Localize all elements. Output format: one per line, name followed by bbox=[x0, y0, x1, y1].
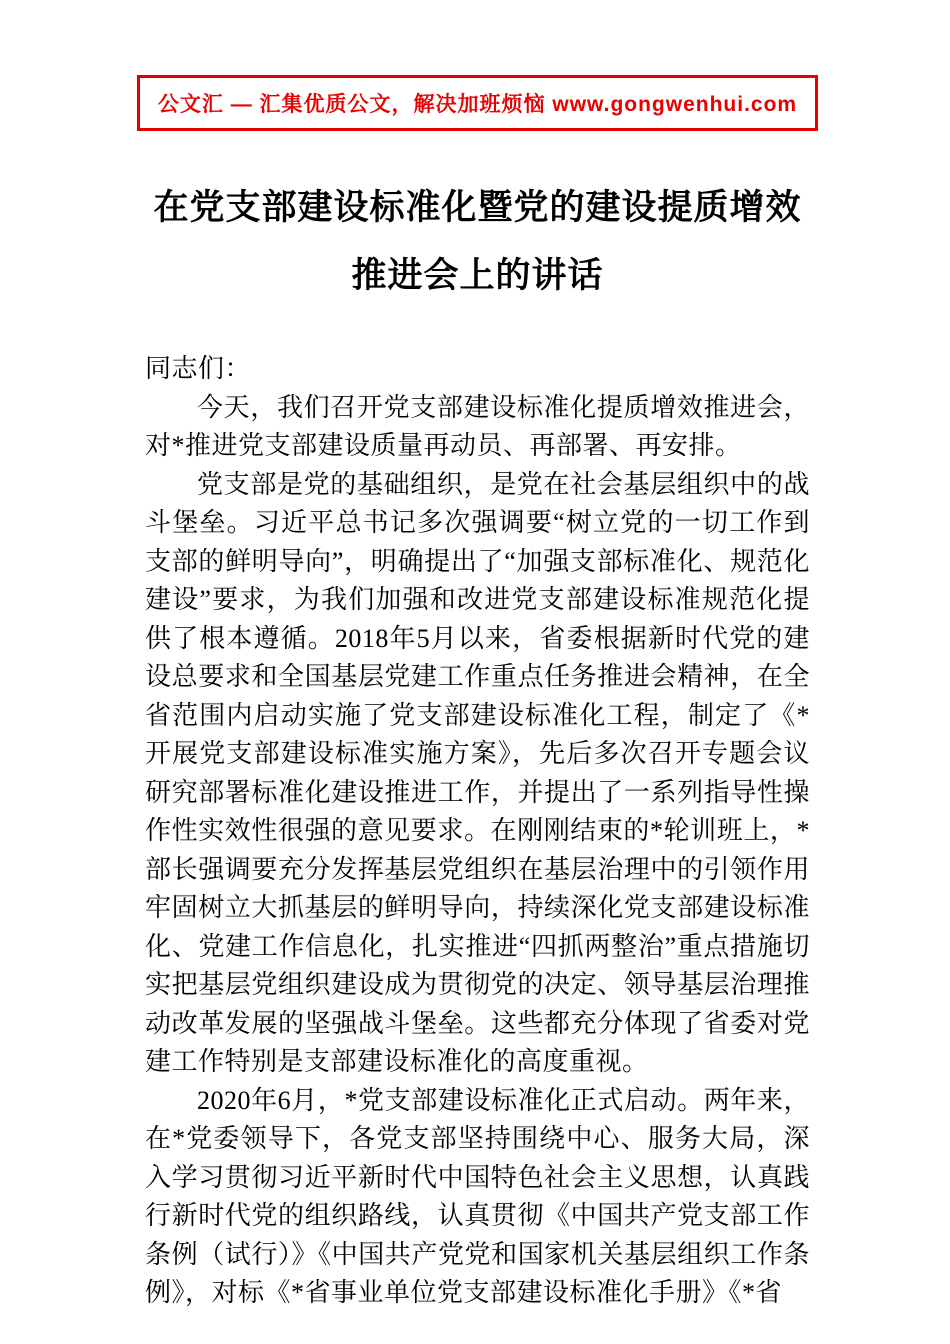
paragraph-3: 2020年6月，*党支部建设标准化正式启动。两年来，在*党委领导下，各党支部坚持围绕中心、服务大局，深入学习贯彻习近平新时代中国特色社会主义思想，认真践行新时代党的组织路线，认真贯彻《中国共产党支部工作条例（试行）》《中国共产党党和国家机关基层组织工作条例》，对标《*省事业单位党支部建设标准化手册》《*省 bbox=[145, 1085, 810, 1307]
title-line-2: 推进会上的讲话 bbox=[351, 256, 604, 295]
title-line-1: 在党支部建设标准化暨党的建设提质增效 bbox=[153, 188, 802, 227]
site-banner bbox=[137, 75, 818, 131]
document-title bbox=[145, 174, 810, 310]
document-body bbox=[145, 350, 810, 1313]
salutation: 同志们： bbox=[145, 354, 252, 383]
banner-text: 公文汇 — 汇集优质公文，解决加班烦恼 www.gongwenhui.com bbox=[157, 93, 798, 116]
paragraph-2: 党支部是党的基础组织，是党在社会基层组织中的战斗堡垒。习近平总书记多次强调要“树立党的一切工作到支部的鲜明导向”，明确提出了“加强支部标准化、规范化建设”要求，为我们加强和改进党支部建设标准规范化提供了根本遵循。2018年5月以来，省委根据新时代党的建设总要求和全国基层党建工作重点任务推进会精神，在全省范围内启动实施了党支部建设标准化工程，制定了《*开展党支部建设标准实施方案》，先后多次召开专题会议研究部署标准化建设推进工作，并提出了一系列指导性操作性实效性很强的意见要求。在刚刚结束的*轮训班上，*部长强调要充分发挥基层党组织在基层治理中的引领作用牢固树立大抓基层的鲜明导向，持续深化党支部建设标准化、党建工作信息化，扎实推进“四抓两整治”重点措施切实把基层党组织建设成为贯彻党的决定、领导基层治理推动改革发展的坚强战斗堡垒。这些都充分体现了省委对党建工作特别是支部建设标准化的高度重视。 bbox=[145, 469, 810, 1076]
paragraph-1: 今天，我们召开党支部建设标准化提质增效推进会，对*推进党支部建设质量再动员、再部署、再安排。 bbox=[145, 392, 810, 460]
